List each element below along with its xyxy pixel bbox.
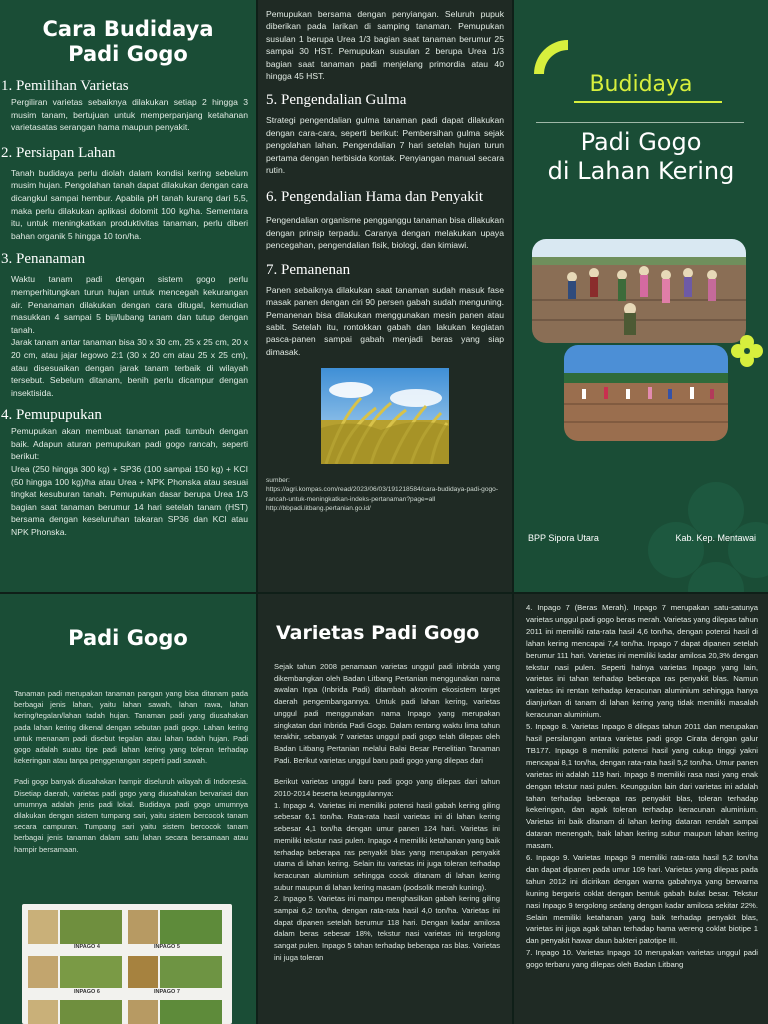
section-heading: 4. Pemupupukan (1, 407, 102, 424)
grid-label: INPAGO 7 (154, 989, 180, 995)
section-persiapan-lahan (0, 144, 256, 243)
cover-kicker: Budidaya (589, 72, 693, 97)
grid-label: INPAGO 5 (154, 944, 180, 950)
cover-title (514, 128, 768, 186)
section-heading: 5. Pengendalian Gulma (266, 92, 407, 109)
cover-title-line-1: Padi Gogo (580, 128, 702, 156)
panel-varietas-lanjutan (514, 594, 768, 1024)
section-text: Waktu tanam padi dengan sistem gogo perlu memperhitungkan turun hujan untuk mencegah kekurangan air. Penanaman dilakukan dengan cara ditugal, kemudian masukkan 4 sampai 5 biji/lubang tanam dan tutup dengan tanah. Jarak tanam antar tanaman bisa 30 x 30 cm, 25 x 25 cm, 20 x 20 cm, atau jajar legowo 2:1 (30 x 20 cm atau 25 x 25 cm), atau disesuaikan dengan jarak tanam terbaik di wilayah tersebut. Sebelum ditanam, benih perlu dicampur dengan insektisida. (11, 274, 248, 398)
section-heading: 1. Pemilihan Varietas (1, 78, 129, 94)
section-text: Panen sebaiknya dilakukan saat tanaman sudah masuk fase masak panen dengan ciri 90 persen gabah sudah menguning. Pemanenan bisa dilakukan menggunakan mesin panen atau sabit. Setelah itu, rontokkan gabah dan lakukan kegiatan pasca-panen sampai gabah menjadi beras yang siap dimasak. (266, 284, 504, 357)
paragraph: Berikut varietas unggul baru padi gogo yang dilepas dari tahun 2010-2014 beserta keunggulannya: 1. Inpago 4. Varietas ini memiliki potensi hasil gabah kering giling sebesar 6,1 ton/ha. Rata-rata hasil varietas ini di lahan kering sebesar 4,1 ton/ha dengan umur panen 124 hari. Varietas ini memiliki tekstur nasi pulen. Inpago 4 memiliki ketahanan yang baik terhadap beberapa ras penyakit blas yang merupakan penyakit utama di lahan kering. Selain itu varietas ini juga toleran terhadap keracunan aluminium sehingga cocok ditanam di lahan kering subur maupun di lahan kering masam (podsolik merah kuning). 2. Inpago 5. Varietas ini mampu menghasilkan gabah kering giling sampai 6,2 ton/ha, dengan rata-rata hasil 4,0 ton/ha. Varietas ini dapat dipanen setelah berumur 118 hari. Dengan kadar amilosa dalam beras sebesar 18%, tekstur nasi varietas ini tergolong sangat pulen. Inpago 5 tahan terhadap beberapa ras blas. Varietas ini juga toleran (274, 777, 500, 962)
title-line-2: Padi Gogo (68, 42, 188, 66)
section-text: Tanah budidaya perlu diolah dalam kondisi kering sebelum musim hujan. Pengolahan tanah dapat dilakukan dengan cara dicangkul sampai hembur. Apabila pH tanah kurang dari 5,5, maka perlu dilakukan aplikasi dolomit 100 kg/ha. Sementara itu, untuk meningkatkan produktivitas tanaman, perlu diberi bahan organik 5 hingga 10 ton/ha. (11, 167, 248, 241)
panel-varietas-padi-gogo (258, 594, 512, 1024)
section-heading: 6. Pengendalian Hama dan Penyakit (266, 189, 484, 206)
clover-icon (730, 334, 764, 368)
cover-title-line-2: di Lahan Kering (547, 157, 735, 185)
section-penanaman (0, 250, 256, 399)
footer-left: BPP Sipora Utara (528, 533, 599, 543)
section-pengendalian-gulma (266, 91, 504, 176)
panel-title: Varietas Padi Gogo (276, 622, 480, 644)
section-heading: 3. Penanaman (1, 251, 86, 268)
footer-right: Kab. Kep. Mentawai (675, 533, 756, 543)
panel-title (0, 0, 256, 67)
field-work-photo (564, 345, 728, 441)
farmers-field-photo (532, 239, 746, 343)
panel-padi-gogo (0, 594, 256, 1024)
section-text: Pergiliran varietas sebaiknya dilakukan setiap 2 hingga 3 musim tanam, bertujuan untuk memperpanjang ketahanan varietasatas serangan hama maupun penyakit. (11, 97, 248, 133)
variety-photo-grid (22, 904, 232, 1024)
section-pemilihan-varietas (0, 77, 256, 134)
section-heading: 7. Pemanenan (266, 261, 351, 278)
section-text: Strategi pengendalian gulma tanaman padi dapat dilakukan dengan cara-cara, seperti berikut: Pembersihan gulma sejak pengolahan lahan. Pengendalian 7 hari setelah hujan turun pertama dengan herbisida kontak. Penyiangan manual secara rutin. (266, 115, 504, 176)
varieties-text: 4. Inpago 7 (Beras Merah). Inpago 7 merupakan satu-satunya varietas unggul padi gogo beras merah. Varietas yang dilepas tahun 2011 ini memiliki rata-rata hasil 4,6 ton/ha, dengan potensi hasil di lahan kering mencapai 7,4 ton/ha. Inpago 7 dapat dipanen setelah berumur 111 hari. Varietas ini memiliki kadar amilosa 20,3% dengan tekstur nasi pulen. Seperti halnya varietas Inpago yang lain, varietas ini tahan terhadap beberapa ras penyakit blas. Namun varietas ini rentan terhadap keracunan aluminium sehingga hanya dianjurkan di tanam di lahan kering yang tidak memiliki masalah keracunan aluminium. 5. Inpago 8. Varietas Inpago 8 dilepas tahun 2011 dan merupakan hasil persilangan antara varietas padi gogo Cirata dengan galur TB177. Inpago 8 memiliki potensi hasil yang cukup tinggi yakni mencapai 8,1 ton/ha, dengan rata-rata hasil 5,2 ton/ha. Umur panen varietas ini adalah 119 hari. Inpago 8 memiliki rasa nasi yang enak dengan tekstur nasi pulen. Keunggulan lain dari varietas ini adalah tahan terhadap beberapa ras penyakit blas, toleran terhadap kekeringan, dan agak toleran terhadap keracunan aluminium. Varietas ini baik ditanam di lahan kering dataran rendah sampai dataran menengah, baik lahan kering subur maupun lahan kering masam. 6. Inpago 9. Varietas Inpago 9 memiliki rata-rata hasil 5,2 ton/ha dan dapat dipanen pada umur 109 hari. Varietas yang dilepas pada tahun 2012 ini dicirikan dengan warna gabahnya yang berwarna kuning bergaris coklat dengan bentuk gabah bulat besar. Tekstur nasi Inpago 9 tergolong sedang dengan kadar amilosa sekitar 22%. Selain memiliki ketahanan yang baik terhadap penyakit blas, varietas ini juga agak tahan terhadap hama wereng coklat biotipe 1 dan penyakit hawar daun bakteri patotipe III. 7. Inpago 10. Varietas Inpago 10 merupakan varietas unggul padi gogo terbaru yang dilepas oleh Badan Litbang (526, 603, 758, 970)
section-pemanenan (266, 261, 504, 358)
sources-text: sumber: https://agri.kompas.com/read/2023/06/03/191218584/cara-budidaya-padi-gogo-rancah-untuk-meningkatkan-indeks-pertanaman?page=all http://bbpadi.litbang.pertanian.go.id/ (266, 477, 499, 512)
section-text: Pengendalian organisme pengganggu tanaman bisa dilakukan dengan prinsip terpadu. Caranya dengan melakukan upaya pencegahan, pengendalian fisik, biologi, dan kimiawi. (266, 215, 504, 251)
cover-footer (528, 533, 756, 543)
section-pengendalian-hama (266, 185, 504, 251)
paragraph: Padi gogo banyak diusahakan hampir diseluruh wilayah di Indonesia. Disetiap daerah, varietas padi gogo yang diusahakan bervariasi dan umumnya adalah jenis padi lokal. Budidaya padi gogo umumnya dilakukan dengan sistem tumpang sari, yaitu sistem bercocok tanam secara campuran. Tumpang sari yaitu sistem bercocok tanam berbagai jenis tanaman dalam satu lahan secara bersamaan atau hampir bersamaan. (14, 777, 248, 854)
rice-field-photo (321, 368, 449, 464)
panel-lanjutan-budidaya (258, 0, 512, 592)
panel-title: Padi Gogo (68, 626, 188, 650)
title-line-1: Cara Budidaya (42, 17, 214, 41)
section-heading: 2. Persiapan Lahan (1, 144, 116, 161)
section-pemupupukan (0, 406, 256, 538)
paragraph: Sejak tahun 2008 penamaan varietas unggul padi inbrida yang dikembangkan oleh Badan Litbang Pertanian menggunakan nama awalan Inpa (Inbrida Padi) ditambah akronim ekosistem target daerah pengembangannya. Untuk padi lahan kering, varietas unggul padi menggunakan nama Inpago yang merupakan singkatan dari Inbrida Padi Gogo. Dalam rentang waktu lima tahun terakhir, sebanyak 7 varietas unggul padi gogo telah dilepas oleh Badan Litbang Pertanian melalui Balai Besar Penelitian Tanaman Padi. Berikut varietas unggul baru padi gogo yang dilepas dari (274, 662, 500, 765)
intro-text: Pemupukan bersama dengan penyiangan. Seluruh pupuk diberikan pada larikan di samping tanaman. Pemupukan susulan 1 berupa Urea 1/3 bagian saat tanaman berumur 25 sampai 30 HST. Pemupukan susulan 2 berupa Urea 1/3 bagian saat tanaman padi menjelang primordia atau 40 hingga 45 HST. (266, 9, 504, 82)
kicker-underline (574, 101, 722, 103)
panel-cover (514, 0, 768, 592)
paragraph: Tanaman padi merupakan tanaman pangan yang bisa ditanam pada berbagai jenis lahan, yaitu lahan sawah, lahan rawa, lahan kering/tegalan/lahan tadah hujan. Tanaman padi yang diusahakan pada lahan kering dikenal dengan sebutan padi gogo. Lahan kering untuk menanam padi disebut tegalan atau lahan tadah hujan. Padi gogo adalah suatu tipe padi lahan kering yang toleran terhadap kekeringan atau tanpa penggenangan seperti padi sawah. (14, 689, 248, 766)
panel-cara-budidaya (0, 0, 256, 592)
grid-label: INPAGO 6 (74, 989, 100, 995)
grid-label: INPAGO 4 (74, 944, 100, 950)
divider-line (536, 122, 744, 123)
section-text: Pemupukan akan membuat tanaman padi tumbuh dengan baik. Adapun aturan pemupukan padi gogo rancah, seperti berikut: Urea (250 hingga 300 kg) + SP36 (100 sampai 150 kg) + KCI (50 hingga 100 kg)/ha atau Urea + NPK Phonska atau sesuai tingkat kesuburan tanah. Pemupukan dasar berupa Urea 1/3 bagian saat tanaman berumur 14 hari setelah tanam (HST) bersama dengan keseluruhan takaran SP36 dan KCl atau NPK Phonska. (11, 426, 248, 538)
